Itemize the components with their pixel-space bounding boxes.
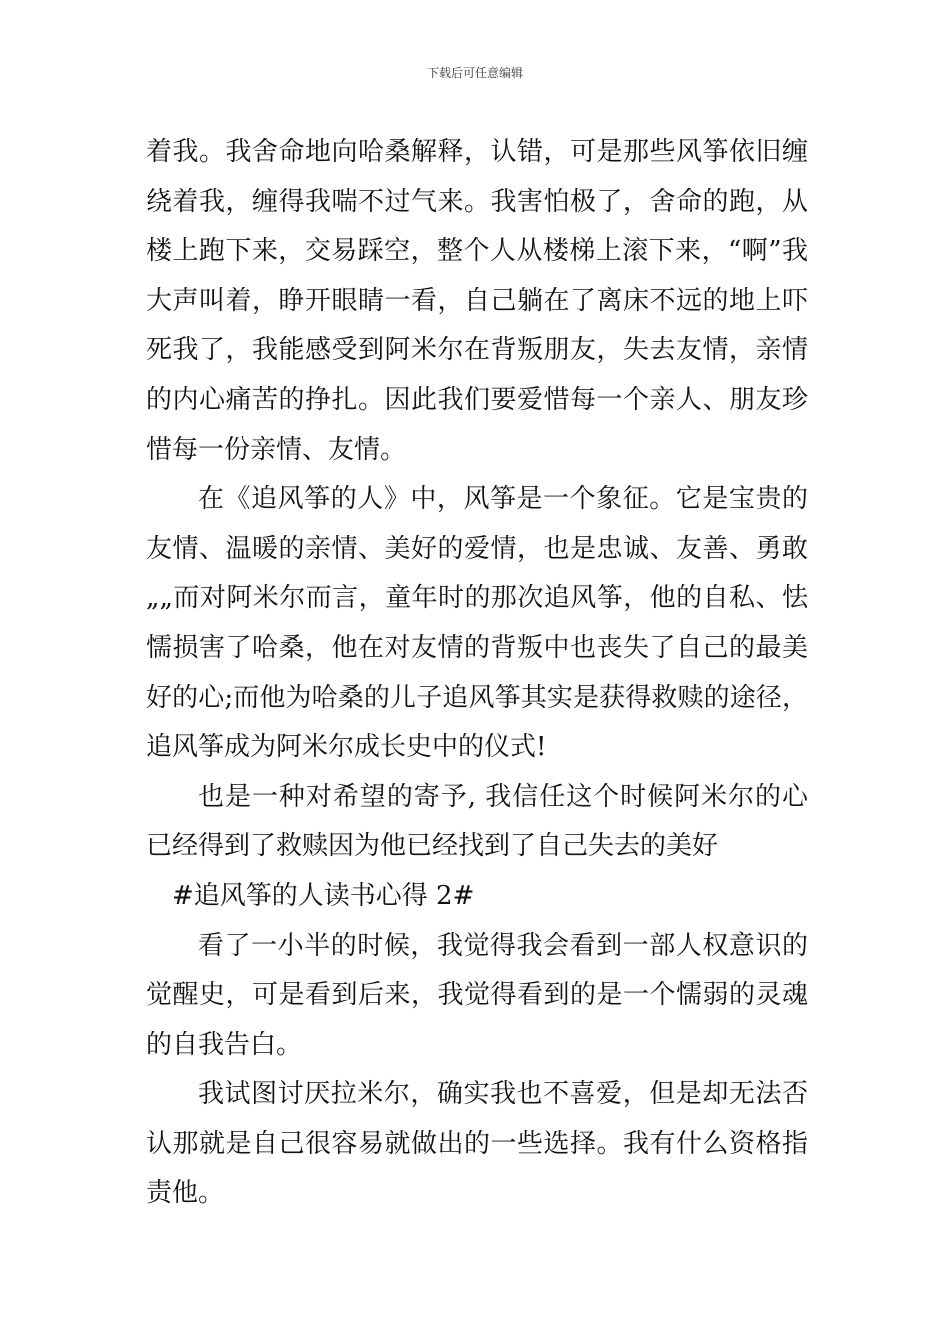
paragraph-4: 看了一小半的时候，我觉得我会看到一部人权意识的觉醒史，可是看到后来，我觉得看到的是一个懦弱的灵魂的自我告白。 [146,930,808,1060]
paragraph-5: 我试图讨厌拉米尔，确实我也不喜爱，但是却无法否认那就是自己很容易就做出的一些选择。我有什么资格指责他。 [146,1079,808,1209]
page-header: 下载后可任意编辑 [426,66,523,80]
paragraph-3: 也是一种对希望的寄予, 我信任这个时候阿米尔的心已经得到了救赎因为他已经找到了自己失去的美好 [146,781,808,862]
paragraph-2: 在《追风筝的人》中，风筝是一个象征。它是宝贵的友情、温暖的亲情、美好的爱情，也是忠诚、友善、勇敢„„而对阿米尔而言，童年时的那次追风筝，他的自私、怯懦损害了哈桑，他在对友情的背叛中也丧失了自己的最美好的心;而他为哈桑的儿子追风筝其实是获得救赎的途径，追风筝成为阿米尔成长史中的仪式! [146,484,808,763]
paragraph-1: 着我。我舍命地向哈桑解释，认错，可是那些风筝依旧缠绕着我，缠得我喘不过气来。我害怕极了，舍命的跑，从楼上跑下来，交易踩空，整个人从楼梯上滚下来，“啊”我大声叫着，睁开眼睛一看，自己躺在了离床不远的地上吓死我了，我能感受到阿米尔在背叛朋友，失去友情，亲情的内心痛苦的挣扎。因此我们要爱惜每一个亲人、朋友珍惜每一份亲情、友情。 [146,137,808,465]
document-body [146,128,808,1219]
section-heading: #追风筝的人读书心得 2# [172,880,475,911]
